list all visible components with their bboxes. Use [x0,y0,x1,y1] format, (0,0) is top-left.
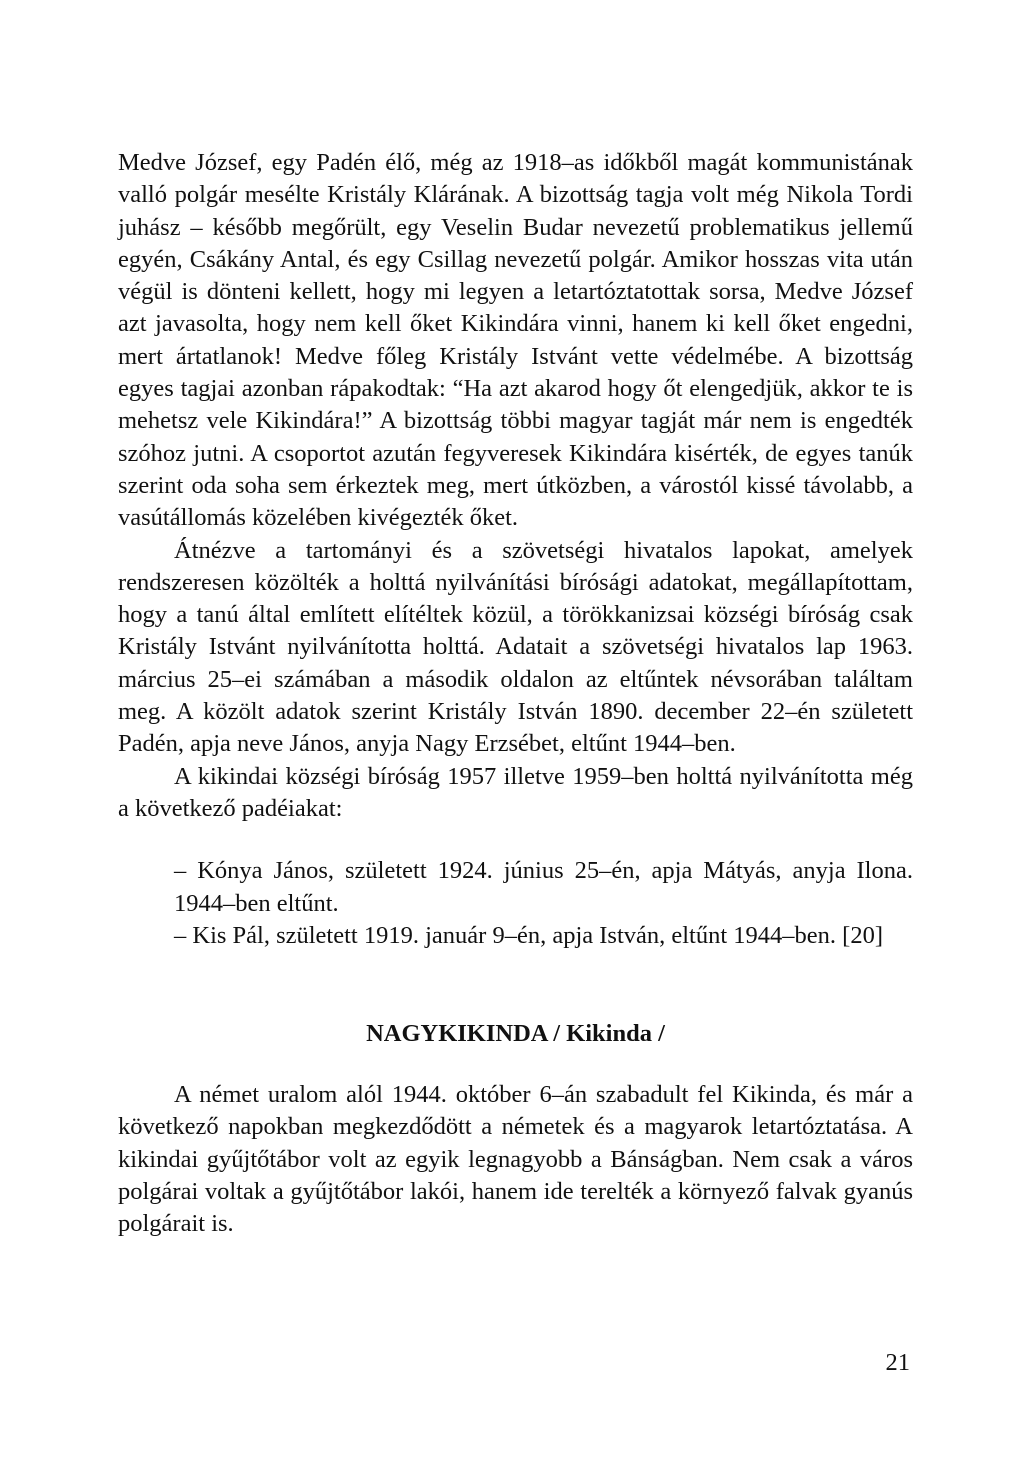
list-item-kis: – Kis Pál, született 1919. január 9–én, apja István, eltűnt 1944–ben. [20] [174,921,883,949]
spacer [118,825,913,855]
page-body [118,147,913,1241]
spacer [118,1050,913,1079]
paragraph-4: A német uralom alól 1944. október 6–án szabadult fel Kikinda, és már a következő napokban megkezdődött a németek és a magyarok letartóztatása. A kikindai gyűjtőtábor volt az egyik legnagyobb a Bánságban. Nem csak a város polgárai voltak a gyűjtőtábor lakói, hanem ide terelték a környező falvak gyanús polgárait is. [118,1081,913,1238]
list-item-konya: – Kónya János, született 1924. június 25–én, apja Mátyás, anyja Ilona. 1944–ben eltűnt. [174,857,913,917]
section-heading: NAGYKIKINDA / Kikinda / [366,1020,665,1048]
spacer [118,952,913,1018]
paragraph-1: Medve József, egy Padén élő, még az 1918–as időkből magát kommunistának valló polgár mesélte Kristály Klárának. A bizottság tagja volt még Nikola Tordi juhász – később megőrült, egy Veselin Budar nevezetű problematikus jellemű egyén, Csákány Antal, és egy Csillag nevezetű polgár. Amikor hosszas vita után végül is dönteni kellett, hogy mi legyen a letartóztatottak sorsa, Medve József azt javasolta, hogy nem kell őket Kikindára vinni, hanem ki kell őket engedni, mert ártatlanok! Medve főleg Kristály Istvánt vette védelmébe. A bizottság egyes tagjai azonban rápakodtak: “Ha azt akarod hogy őt elengedjük, akkor te is mehetsz vele Kikindára!” A bizottság többi magyar tagját már nem is engedték szóhoz jutni. A csoportot azután fegyveresek Kikindára kisérték, de egyes tanúk szerint oda soha sem érkeztek meg, mert útközben, a várostól kissé távolabb, a vasútállomás közelében kivégezték őket. [118,149,913,532]
paragraph-2: Átnézve a tartományi és a szövetségi hivatalos lapokat, amelyek rendszeresen közölték a holttá nyilvánítási bírósági adatokat, megállapítottam, hogy a tanú által említett elítéltek közül, a törökkanizsai községi bíróság csak Kristály Istvánt nyilvánította holttá. Adatait a szövetségi hivatalos lap 1963. március 25–ei számában a második oldalon az eltűntek névsorában találtam meg. A közölt adatok szerint Kristály István 1890. december 22–én született Padén, apja neve János, anyja Nagy Erzsébet, eltűnt 1944–ben. [118,536,913,758]
page-number: 21 [885,1349,910,1376]
paragraph-3: A kikindai községi bíróság 1957 illetve 1959–ben holttá nyilvánította még a következő padéiakat: [118,762,913,822]
